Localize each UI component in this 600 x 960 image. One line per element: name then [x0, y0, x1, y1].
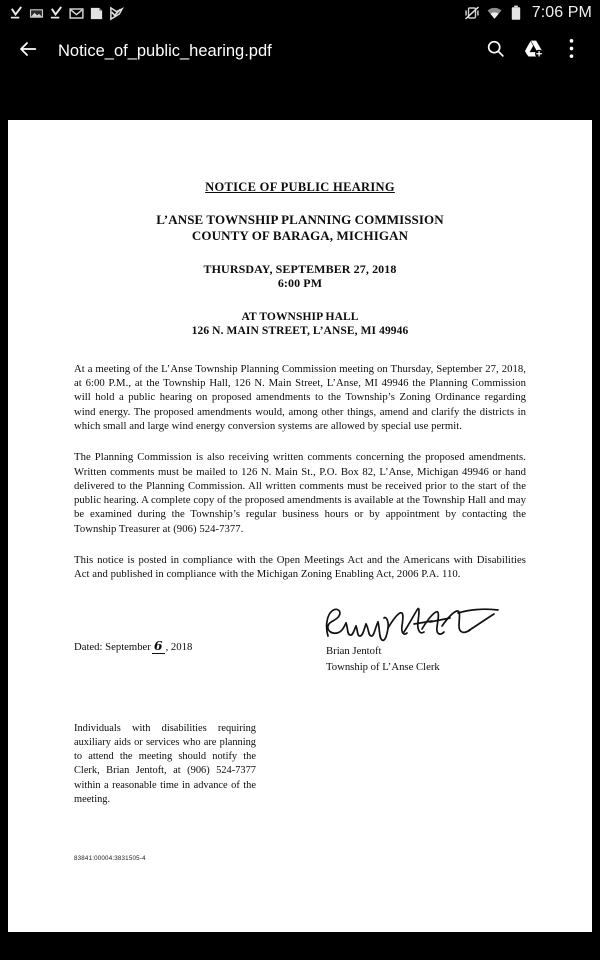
meeting-address: 126 N. MAIN STREET, L’ANSE, MI 49946	[191, 324, 409, 337]
pdf-viewer[interactable]	[0, 76, 600, 960]
meeting-time: 6:00 PM	[277, 276, 323, 291]
add-to-drive-button[interactable]	[514, 32, 552, 70]
status-bar	[0, 0, 600, 26]
add-to-drive-icon	[523, 38, 544, 64]
vibrate-mute-icon	[464, 5, 481, 22]
page-content	[74, 180, 526, 862]
signer-name: Brian Jentoft	[326, 644, 382, 657]
meeting-date: THURSDAY, SEPTEMBER 27, 2018	[203, 261, 397, 276]
status-bar-system-icons	[464, 4, 592, 22]
wifi-icon	[486, 5, 503, 22]
search-button[interactable]	[476, 32, 514, 70]
overflow-menu-icon	[569, 38, 574, 64]
download-complete-icon	[48, 5, 65, 22]
app-toolbar	[0, 26, 600, 76]
dated-prefix: Dated: September	[74, 640, 151, 653]
organization-line-2: COUNTY OF BARAGA, MICHIGAN	[191, 227, 409, 243]
dated-suffix: , 2018	[165, 640, 193, 653]
back-arrow-icon	[17, 38, 39, 65]
download-complete-icon	[8, 5, 25, 22]
screenshot-icon	[28, 5, 45, 22]
organization-heading	[74, 212, 526, 244]
dated-line	[74, 608, 192, 653]
overflow-menu-button[interactable]	[552, 32, 590, 70]
battery-icon	[508, 5, 525, 22]
dated-handwritten-day: 6	[153, 637, 163, 653]
paragraph-meeting-details: At a meeting of the L’Anse Township Planning Commission meeting on Thursday, September 27, 2018, at 6:00 P.M., at the Township Hall, 126 N. Main Street, L’Anse, MI 49946 the Planning Commission will hold a public hearing on proposed amendments to the Township’s Zoning Ordinance regarding wind energy. The proposed amendments would, among other things, amend and clarify the districts in which small and large wind energy conversion systems are allowed by special use permit.	[74, 362, 526, 432]
signature-block	[326, 608, 526, 674]
search-icon	[485, 38, 506, 64]
organization-line-1: L’ANSE TOWNSHIP PLANNING COMMISSION	[156, 212, 444, 227]
handwritten-signature	[326, 608, 526, 642]
gmail-icon	[68, 5, 85, 22]
signature-row	[74, 608, 526, 674]
checkmark-flag-icon	[108, 5, 125, 22]
pdf-page[interactable]	[8, 120, 592, 932]
back-button[interactable]	[10, 33, 46, 69]
status-bar-notification-icons	[8, 5, 125, 22]
accessibility-notice: Individuals with disabilities requiring auxiliary aids or services who are planning to attend the meeting should notify the Clerk, Brian Jentoft, at (906) 524-7377 within a reasonable time in advance of the meeting.	[74, 723, 256, 805]
document-reference-code: 83841:00004:3831505-4	[74, 854, 146, 862]
signer-title: Township of L’Anse Clerk	[326, 660, 440, 673]
meeting-datetime-heading	[74, 262, 526, 291]
paragraph-compliance: This notice is posted in compliance with the Open Meetings Act and the Americans with Disabilities Act and published in compliance with the Michigan Zoning Enabling Act, 2006 P.A. 110.	[74, 554, 526, 581]
notice-heading: NOTICE OF PUBLIC HEARING	[205, 180, 395, 194]
status-bar-clock: 7:06 PM	[531, 4, 592, 21]
meeting-location-heading	[74, 310, 526, 338]
paragraph-written-comments: The Planning Commission is also receiving written comments concerning the proposed amendments. Written comments must be mailed to 126 N. Main St., P.O. Box 82, L’Anse, Michigan 49946 or hand delivered to the Planning Commission. All written comments must be received prior to the start of the public hearing. A complete copy of the proposed amendments is available at the Township Hall and may be examined during the Township’s regular business hours or by appointment by contacting the Township Treasurer at (906) 524-7377.	[74, 451, 526, 535]
sd-card-icon	[88, 5, 105, 22]
meeting-venue: AT TOWNSHIP HALL	[241, 310, 359, 323]
document-title: Notice_of_public_hearing.pdf	[58, 41, 272, 60]
